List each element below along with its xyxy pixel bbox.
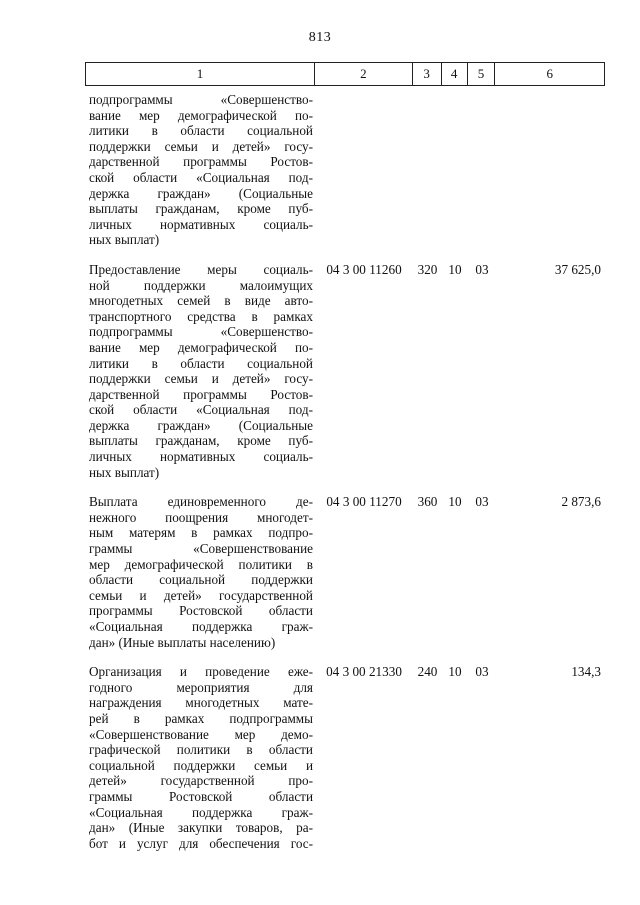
description-line: многодетных семей в виде авто- [89,293,313,309]
description-line: вание мер демографической по- [89,339,313,355]
description-line: подпрограммы «Совершенство- [89,92,313,107]
description-line: дан» (Иные выплаты населению) [89,634,276,650]
description-line: подпрограммы «Совершенство- [89,324,313,340]
description-line: рей в рамках подпрограммы [89,710,313,726]
description-line: поддержки семьи и детей» госу- [89,371,313,387]
description-line: дарственной программы Ростов- [89,386,313,402]
description-line: награждения многодетных мате- [89,695,313,711]
description-line: поддержки семьи и детей» госу- [89,138,313,154]
description-line: годного мероприятия для [89,679,313,695]
amount [496,92,605,248]
description-line: граммы «Совершенствование [89,541,313,557]
section-code: 10 [448,664,462,680]
description-line: дарственной программы Ростов- [89,154,313,170]
target-article-code: 04 3 00 21330 [326,664,402,680]
target-article-code: 04 3 00 11270 [326,494,402,510]
description-line: мер демографической политики в [89,556,313,572]
description-line: выплаты гражданам, кроме пуб- [89,433,313,449]
column-number-1: 1 [86,63,315,85]
amount: 134,3 [571,664,601,680]
description-line: ской области «Социальная под- [89,169,313,185]
column-number-3: 3 [413,63,442,85]
description-line: ных выплат) [89,232,160,248]
description-line: ным матерям в рамках подпро- [89,525,313,541]
description-line: ных выплат) [89,464,160,480]
subsection-code [468,92,496,248]
description-line: ной поддержки малоимущих [89,277,313,293]
description-line: транспортного средства в рамках [89,308,313,324]
description-line: дан» (Иные закупки товаров, ра- [89,820,313,836]
description-line: личных нормативных социаль- [89,216,313,232]
section-code [442,92,468,248]
description-line: держка граждан» (Социальные [89,185,313,201]
description-line: вание мер демографической по- [89,107,313,123]
description-line: держка граждан» (Социальные [89,417,313,433]
description-line: «Социальная поддержка граж- [89,619,313,634]
expense-type-code [413,92,442,248]
description-line: графической политики в области [89,742,313,758]
table-row [85,664,605,851]
expense-type-code: 360 [417,494,438,510]
target-article-code [315,92,413,248]
target-article-code: 04 3 00 11260 [326,261,402,277]
description-line: «Социальная поддержка граж- [89,804,313,820]
amount: 37 625,0 [554,261,601,277]
description-line: нежного поощрения многодет- [89,509,313,525]
description-line: детей» государственной про- [89,773,313,789]
table-row [85,92,605,248]
description-line: граммы Ростовской области [89,788,313,804]
description-line: Организация и проведение еже- [89,664,313,680]
description-line: программы Ростовской области [89,603,313,619]
row-description [85,92,315,248]
page-number: 813 [308,30,332,45]
column-number-6: 6 [546,66,553,81]
subsection-code: 03 [475,664,489,680]
table-body [85,92,605,865]
column-number-5: 5 [468,63,496,85]
section-code: 10 [448,261,462,277]
description-line: области социальной поддержки [89,572,313,588]
table-header-row [85,62,605,86]
subsection-code: 03 [475,261,489,277]
description-line: выплаты гражданам, кроме пуб- [89,201,313,217]
description-line: Выплата единовременного де- [89,494,313,510]
table-row [85,262,605,480]
row-description [85,262,315,480]
expense-type-code: 320 [417,261,438,277]
description-line: Предоставление меры социаль- [89,261,313,277]
description-line: личных нормативных социаль- [89,449,313,465]
description-line: литики в области социальной [89,123,313,139]
column-number-4: 4 [442,63,468,85]
description-line: «Совершенствование мер демо- [89,726,313,742]
description-line: семьи и детей» государственной [89,587,313,603]
column-number-2: 2 [315,63,413,85]
description-line: бот и услуг для обеспечения гос- [89,835,313,851]
section-code: 10 [448,494,462,510]
amount: 2 873,6 [561,494,601,510]
subsection-code: 03 [475,494,489,510]
row-description [85,494,315,650]
description-line: социальной поддержки семьи и [89,757,313,773]
row-description [85,664,315,851]
description-line: литики в области социальной [89,355,313,371]
expense-type-code: 240 [417,664,438,680]
table-row [85,494,605,650]
description-line: ской области «Социальная под- [89,402,313,418]
